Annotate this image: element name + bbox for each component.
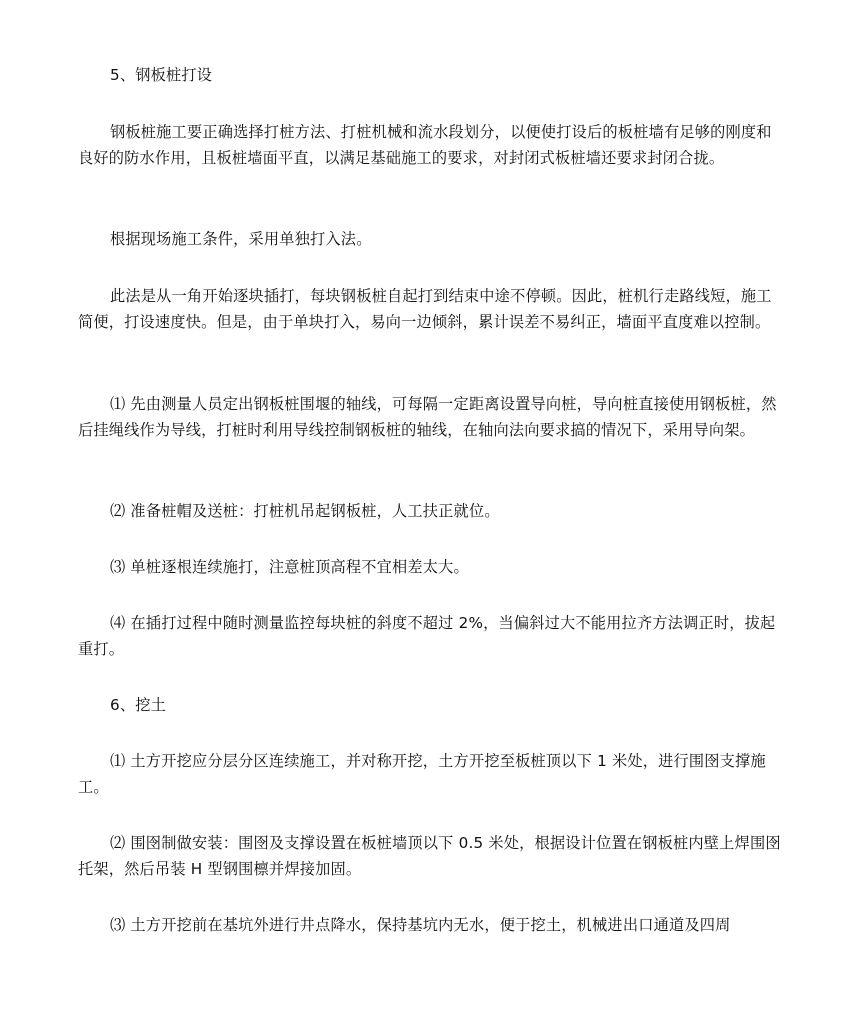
paragraph-sheet-pile-construction: 钢板桩施工要正确选择打桩方法、打桩机械和流水段划分，以便使打设后的板桩墙有足够的刚度和良好的防水作用，且板桩墙面平直，以满足基础施工的要求，对封闭式板桩墙还要求封闭合拢。 <box>78 123 772 167</box>
paragraph-excavation-step-3: ⑶ 土方开挖前在基坑外进行井点降水，保持基坑内无水，便于挖土，机械进出口通道及四周 <box>110 916 731 934</box>
paragraph-excavation-step-2: ⑵ 围囹制做安装：围囹及支撑设置在板桩墙顶以下 0.5 米处，根据设计位置在钢板桩内壁上焊围囹托架，然后吊装 H 型钢围檩并焊接加固。 <box>78 834 781 878</box>
paragraph-step-2: ⑵ 准备桩帽及送桩：打桩机吊起钢板桩，人工扶正就位。 <box>110 502 500 520</box>
paragraph-step-3: ⑶ 单桩逐根连续施打，注意桩顶高程不宜相差太大。 <box>110 558 469 576</box>
paragraph-method-description: 此法是从一角开始逐块插打，每块钢板桩自起打到结束中途不停顿。因此，桩机行走路线短，施工简便，打设速度快。但是，由于单块打入，易向一边倾斜，累计误差不易纠正，墙面平直度难以控制。 <box>78 287 772 331</box>
paragraph-step-1: ⑴ 先由测量人员定出钢板桩围堰的轴线，可每隔一定距离设置导向桩，导向桩直接使用钢板桩，然后挂绳线作为导线，打桩时利用导线控制钢板桩的轴线，在轴向法向要求搞的情况下，采用导向架。 <box>78 395 777 439</box>
paragraph-single-driving-method: 根据现场施工条件，采用单独打入法。 <box>110 230 372 248</box>
section-heading-6: 6、挖土 <box>110 696 167 714</box>
section-heading-5: 5、钢板桩打设 <box>110 66 213 84</box>
paragraph-excavation-step-1: ⑴ 土方开挖应分层分区连续施工，并对称开挖，土方开挖至板桩顶以下 1 米处，进行围囹支撑施工。 <box>78 752 766 796</box>
paragraph-step-4: ⑷ 在插打过程中随时测量监控每块桩的斜度不超过 2%，当偏斜过大不能用拉齐方法调正时，拔起重打。 <box>78 614 776 658</box>
